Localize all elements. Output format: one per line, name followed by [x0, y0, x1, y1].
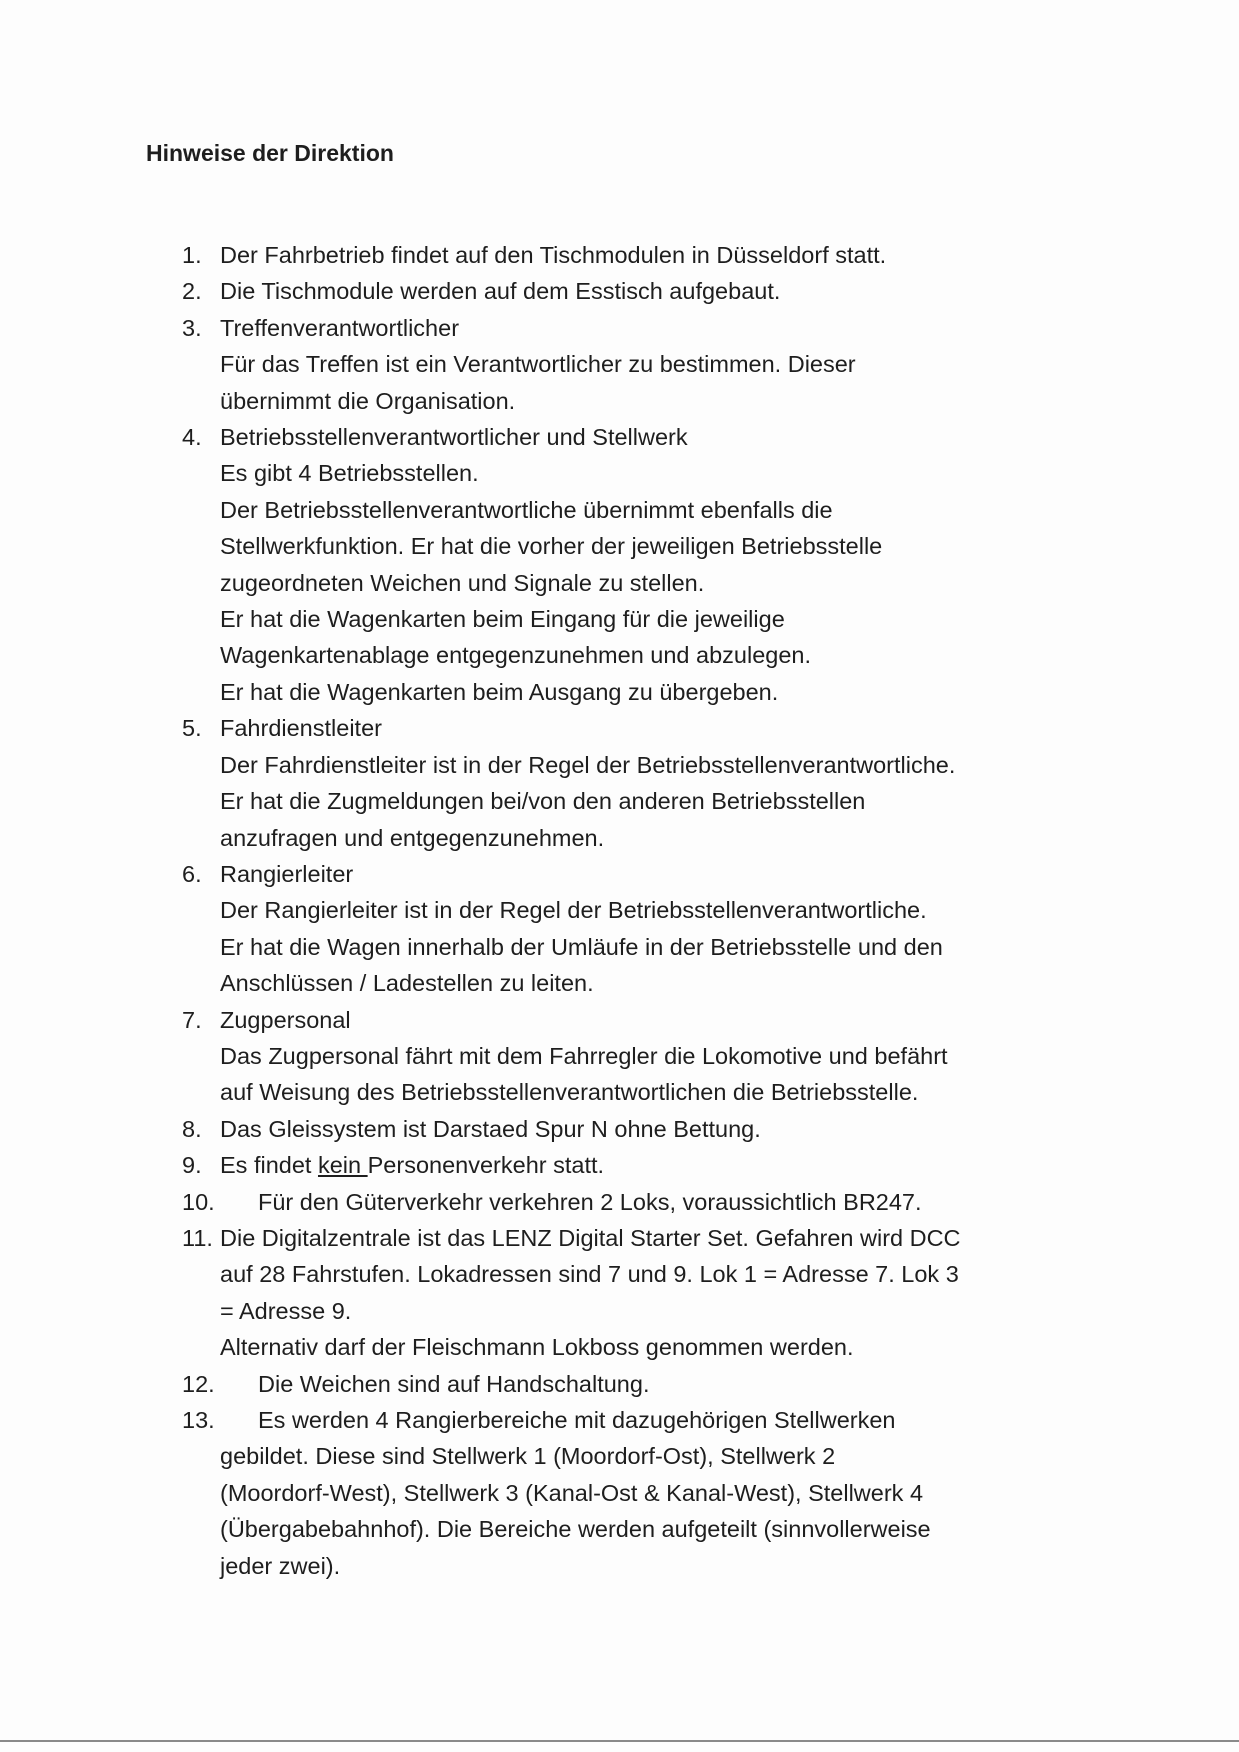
- item-heading: Es werden 4 Rangierbereiche mit dazugehörigen Stellwerken: [258, 1407, 896, 1433]
- item-heading: Die Digitalzentrale ist das LENZ Digital Starter Set. Gefahren wird DCC: [220, 1224, 961, 1251]
- item-number: 12.: [182, 1370, 215, 1397]
- item-text-line: zugeordneten Weichen und Signale zu stellen.: [220, 569, 705, 596]
- list-item: [182, 273, 961, 309]
- list-item: [182, 1184, 961, 1220]
- item-text-line: Es gibt 4 Betriebsstellen.: [220, 460, 479, 487]
- item-text-line: Er hat die Wagenkarten beim Ausgang zu übergeben.: [220, 678, 779, 705]
- list-item: [182, 237, 961, 273]
- list-item: [182, 1402, 961, 1584]
- item-heading: Zugpersonal: [220, 1006, 351, 1033]
- item-text-line: (Moordorf-West), Stellwerk 3 (Kanal-Ost & Kanal-West), Stellwerk 4: [220, 1479, 924, 1506]
- item-heading: Die Weichen sind auf Handschaltung.: [258, 1370, 650, 1397]
- item-text-line: Anschlüssen / Ladestellen zu leiten.: [220, 970, 594, 997]
- item-text-line: übernimmt die Organisation.: [220, 387, 516, 414]
- list-item: [182, 1111, 961, 1147]
- text-segment: Personenverkehr statt.: [367, 1152, 605, 1179]
- item-number: 2.: [182, 278, 202, 305]
- list-item: [182, 1366, 961, 1402]
- item-number: 11.: [182, 1224, 213, 1251]
- item-heading: Der Fahrbetrieb findet auf den Tischmodulen in Düsseldorf statt.: [220, 242, 887, 268]
- item-text-line: = Adresse 9.: [220, 1297, 352, 1324]
- item-number: 10.: [182, 1188, 215, 1215]
- item-text-line: auf 28 Fahrstufen. Lokadressen sind 7 und 9. Lok 1 = Adresse 7. Lok 3: [220, 1261, 959, 1288]
- item-heading: Für den Güterverkehr verkehren 2 Loks, voraussichtlich BR247.: [258, 1188, 922, 1215]
- list-item: [182, 419, 961, 710]
- item-heading: Treffenverantwortlicher: [220, 314, 460, 341]
- item-text-line: anzufragen und entgegenzunehmen.: [220, 824, 605, 851]
- item-text-line: gebildet. Diese sind Stellwerk 1 (Moordorf-Ost), Stellwerk 2: [220, 1443, 836, 1470]
- item-text-line: Alternativ darf der Fleischmann Lokboss genommen werden.: [220, 1334, 854, 1361]
- underlined-word: kein: [317, 1152, 368, 1179]
- item-text-line: auf Weisung des Betriebsstellenverantwortlichen die Betriebsstelle.: [220, 1079, 919, 1106]
- item-text-line: Der Betriebsstellenverantwortliche übernimmt ebenfalls die: [220, 496, 833, 523]
- item-text-line: jeder zwei).: [220, 1552, 341, 1579]
- item-number: 6.: [182, 860, 202, 887]
- item-number: 9.: [182, 1152, 202, 1179]
- item-heading: Fahrdienstleiter: [220, 715, 382, 742]
- item-text-line: Stellwerkfunktion. Er hat die vorher der jeweiligen Betriebsstelle: [220, 533, 883, 560]
- item-text-line: Er hat die Wagenkarten beim Eingang für die jeweilige: [220, 606, 785, 633]
- item-heading: Betriebsstellenverantwortlicher und Stellwerk: [220, 424, 688, 451]
- item-text-line: Der Rangierleiter ist in der Regel der Betriebsstellenverantwortliche.: [220, 897, 927, 924]
- text-segment: Es findet: [220, 1152, 318, 1179]
- scan-edge-line: [0, 1740, 1239, 1742]
- item-number: 7.: [182, 1006, 202, 1033]
- item-text-line: Das Zugpersonal fährt mit dem Fahrregler die Lokomotive und befährt: [220, 1042, 948, 1069]
- item-text-line: Wagenkartenablage entgegenzunehmen und abzulegen.: [220, 642, 812, 669]
- item-heading: Rangierleiter: [220, 860, 354, 887]
- item-number: 3.: [182, 314, 202, 341]
- item-heading: Das Gleissystem ist Darstaed Spur N ohne Bettung.: [220, 1115, 761, 1142]
- list-item: [182, 856, 961, 1002]
- item-text-line: (Übergabebahnhof). Die Bereiche werden aufgeteilt (sinnvollerweise: [220, 1516, 931, 1543]
- list-item: [182, 1147, 961, 1183]
- list-item: [182, 710, 961, 856]
- item-number: 5.: [182, 715, 202, 742]
- item-number: 8.: [182, 1115, 202, 1142]
- document-title: Hinweise der Direktion: [146, 140, 394, 166]
- list-item: [182, 310, 961, 419]
- item-number: 4.: [182, 424, 202, 451]
- item-heading: Die Tischmodule werden auf dem Esstisch aufgebaut.: [220, 278, 781, 305]
- item-number: 1.: [182, 242, 202, 268]
- instruction-list: [182, 237, 961, 1584]
- item-text-line: Für das Treffen ist ein Verantwortlicher zu bestimmen. Dieser: [220, 351, 856, 378]
- item-text-line: Der Fahrdienstleiter ist in der Regel der Betriebsstellenverantwortliche.: [220, 751, 956, 778]
- item-heading: [182, 1147, 961, 1183]
- item-text-line: Er hat die Zugmeldungen bei/von den anderen Betriebsstellen: [220, 788, 866, 815]
- list-item: [182, 1002, 961, 1111]
- item-number: 13.: [182, 1407, 215, 1433]
- list-item: [182, 1220, 961, 1366]
- item-text-line: Er hat die Wagen innerhalb der Umläufe in der Betriebsstelle und den: [220, 933, 943, 960]
